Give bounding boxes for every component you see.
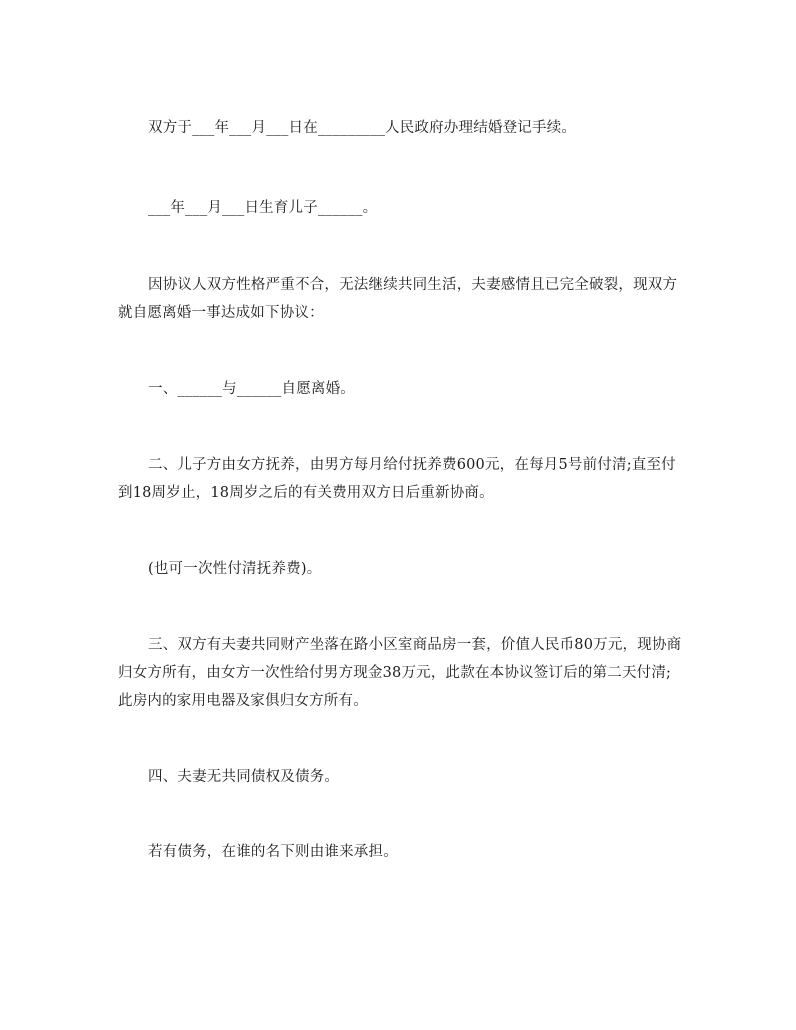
- paragraph-son-birth: ___年___月___日生育儿子______。: [148, 200, 378, 216]
- paragraph-clause-two-child-support: 二、儿子方由女方抚养，由男方每月给付抚养费600元，在每月5号前付清;直至付到18周岁止，18周岁之后的有关费用双方日后重新协商。: [118, 457, 676, 501]
- paragraph-clause-one: 一、______与______自愿离婚。: [148, 381, 355, 397]
- paragraph-clause-three-property: 三、双方有夫妻共同财产坐落在路小区室商品房一套，价值人民币80万元，现协商归女方所有，由女方一次性给付男方现金38万元，此款在本协议签订后的第二天付清;此房内的家用电器及家俱归女方所有。: [118, 637, 682, 709]
- paragraph-marriage-registration: 双方于___年___月___日在_________人民政府办理结婚登记手续。: [148, 120, 577, 136]
- paragraph-clause-four-debts: 四、夫妻无共同债权及债务。: [148, 769, 340, 785]
- paragraph-lump-sum-note: (也可一次性付清抚养费)。: [148, 561, 322, 577]
- paragraph-divorce-reason: 因协议人双方性格严重不合，无法继续共同生活，夫妻感情且已完全破裂，现双方就自愿离婚一事达成如下协议：: [118, 277, 678, 321]
- paragraph-debt-responsibility: 若有债务，在谁的名下则由谁来承担。: [148, 844, 398, 860]
